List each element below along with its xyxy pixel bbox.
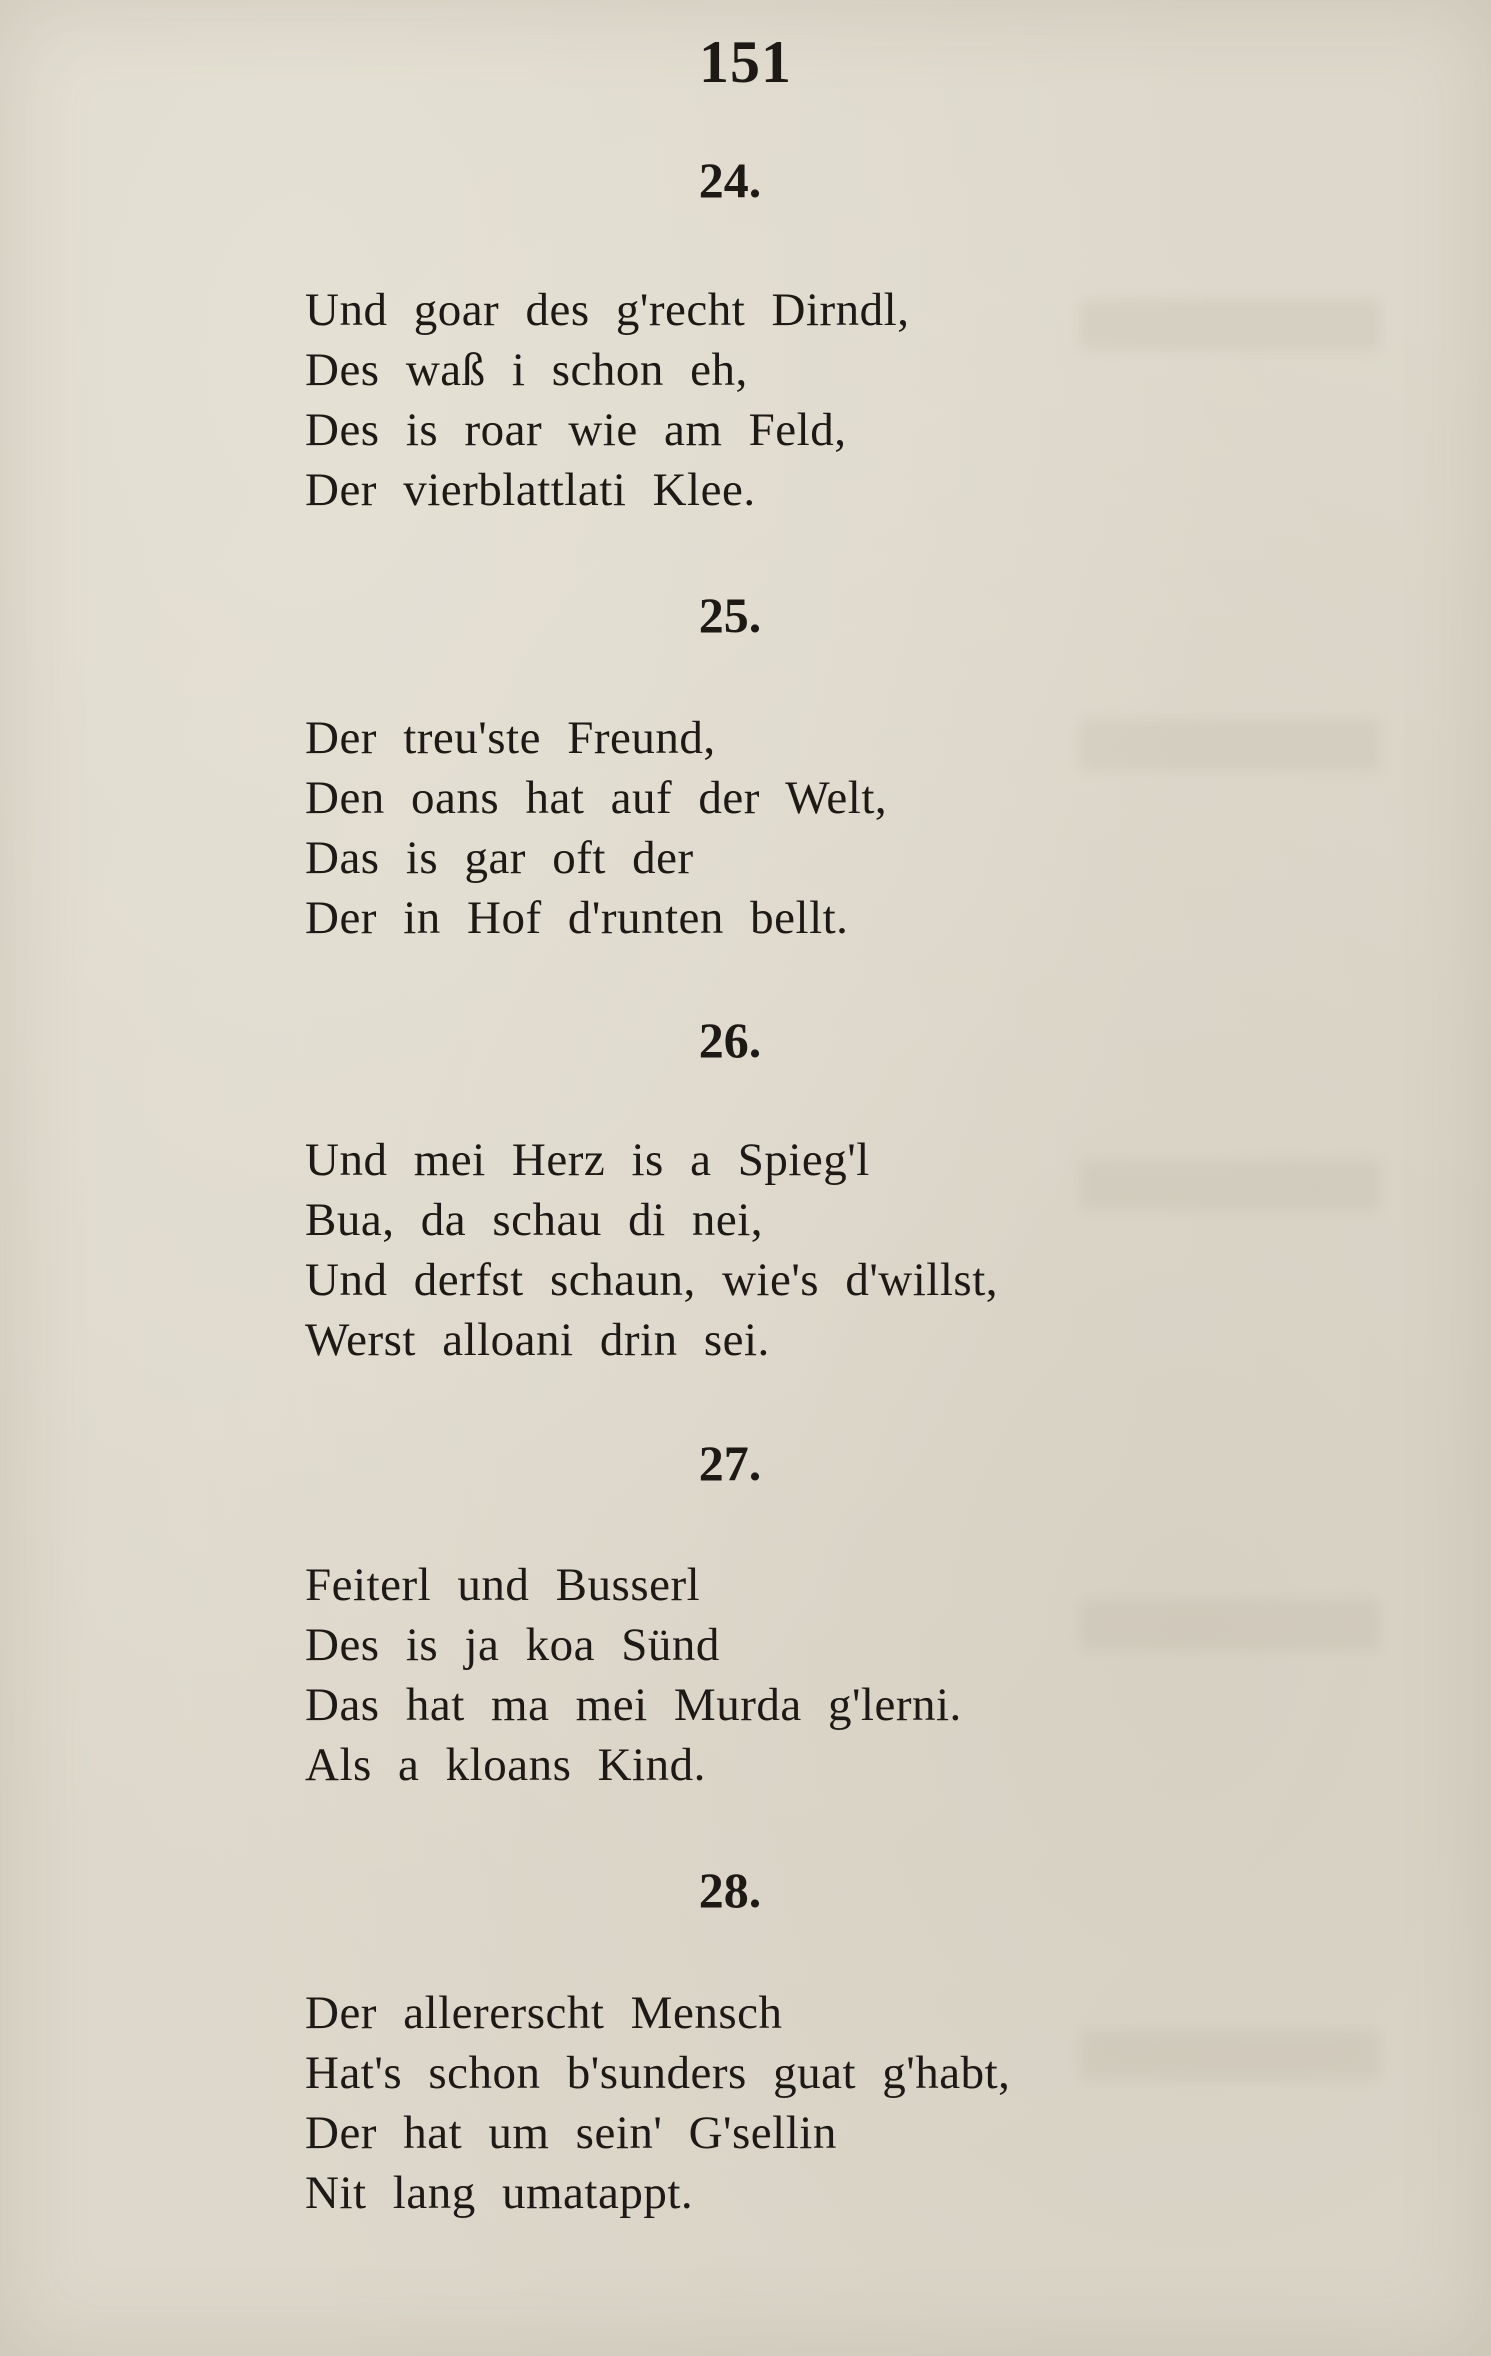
- verse-line: Das is gar oft der: [305, 832, 694, 884]
- verse-line: Werst alloani drin sei.: [305, 1314, 770, 1366]
- verse-line: Das hat ma mei Murda g'lerni.: [305, 1679, 962, 1731]
- verse-line: Den oans hat auf der Welt,: [305, 772, 888, 824]
- show-through-shadow: [1080, 300, 1380, 350]
- show-through-shadow: [1080, 1160, 1380, 1210]
- poem-number: 25.: [698, 587, 762, 643]
- poem-number: 27.: [698, 1435, 762, 1491]
- verse-line: Der in Hof d'runten bellt.: [305, 892, 849, 944]
- poem-number: 28.: [698, 1862, 762, 1918]
- page-number: 151: [699, 29, 792, 95]
- show-through-shadow: [1080, 1600, 1380, 1650]
- verse-line: Hat's schon b'sunders guat g'habt,: [305, 2047, 1011, 2099]
- verse-line: Als a kloans Kind.: [305, 1739, 706, 1791]
- verse-line: Und goar des g'recht Dirndl,: [305, 284, 910, 336]
- poem-27: [0, 1433, 1491, 1493]
- verse-line: Des waß i schon eh,: [305, 344, 748, 396]
- poem-25-verse: [305, 708, 887, 948]
- poem-26-verse: [305, 1130, 998, 1370]
- show-through-shadow: [1080, 720, 1380, 770]
- poem-number: 26.: [698, 1012, 762, 1068]
- verse-line: Und mei Herz is a Spieg'l: [305, 1134, 870, 1186]
- show-through-shadow: [1080, 2030, 1380, 2080]
- verse-line: Des is ja koa Sünd: [305, 1619, 720, 1671]
- verse-line: Nit lang umatappt.: [305, 2167, 694, 2219]
- poem-28-verse: [305, 1983, 1010, 2223]
- verse-line: Bua, da schau di nei,: [305, 1194, 764, 1246]
- poem-28: [0, 1860, 1491, 1920]
- verse-line: Und derfst schaun, wie's d'willst,: [305, 1254, 999, 1306]
- poem-number: 24.: [698, 152, 762, 208]
- verse-line: Der treu'ste Freund,: [305, 712, 716, 764]
- verse-line: Der allererscht Mensch: [305, 1987, 783, 2039]
- poem-26: [0, 1010, 1491, 1070]
- poem-24-verse: [305, 280, 909, 520]
- poem-24: [0, 150, 1491, 210]
- poem-25: [0, 585, 1491, 645]
- verse-line: Feiterl und Busserl: [305, 1559, 701, 1611]
- verse-line: Der hat um sein' G'sellin: [305, 2107, 837, 2159]
- poem-27-verse: [305, 1555, 962, 1795]
- verse-line: Des is roar wie am Feld,: [305, 404, 847, 456]
- verse-line: Der vierblattlati Klee.: [305, 464, 756, 516]
